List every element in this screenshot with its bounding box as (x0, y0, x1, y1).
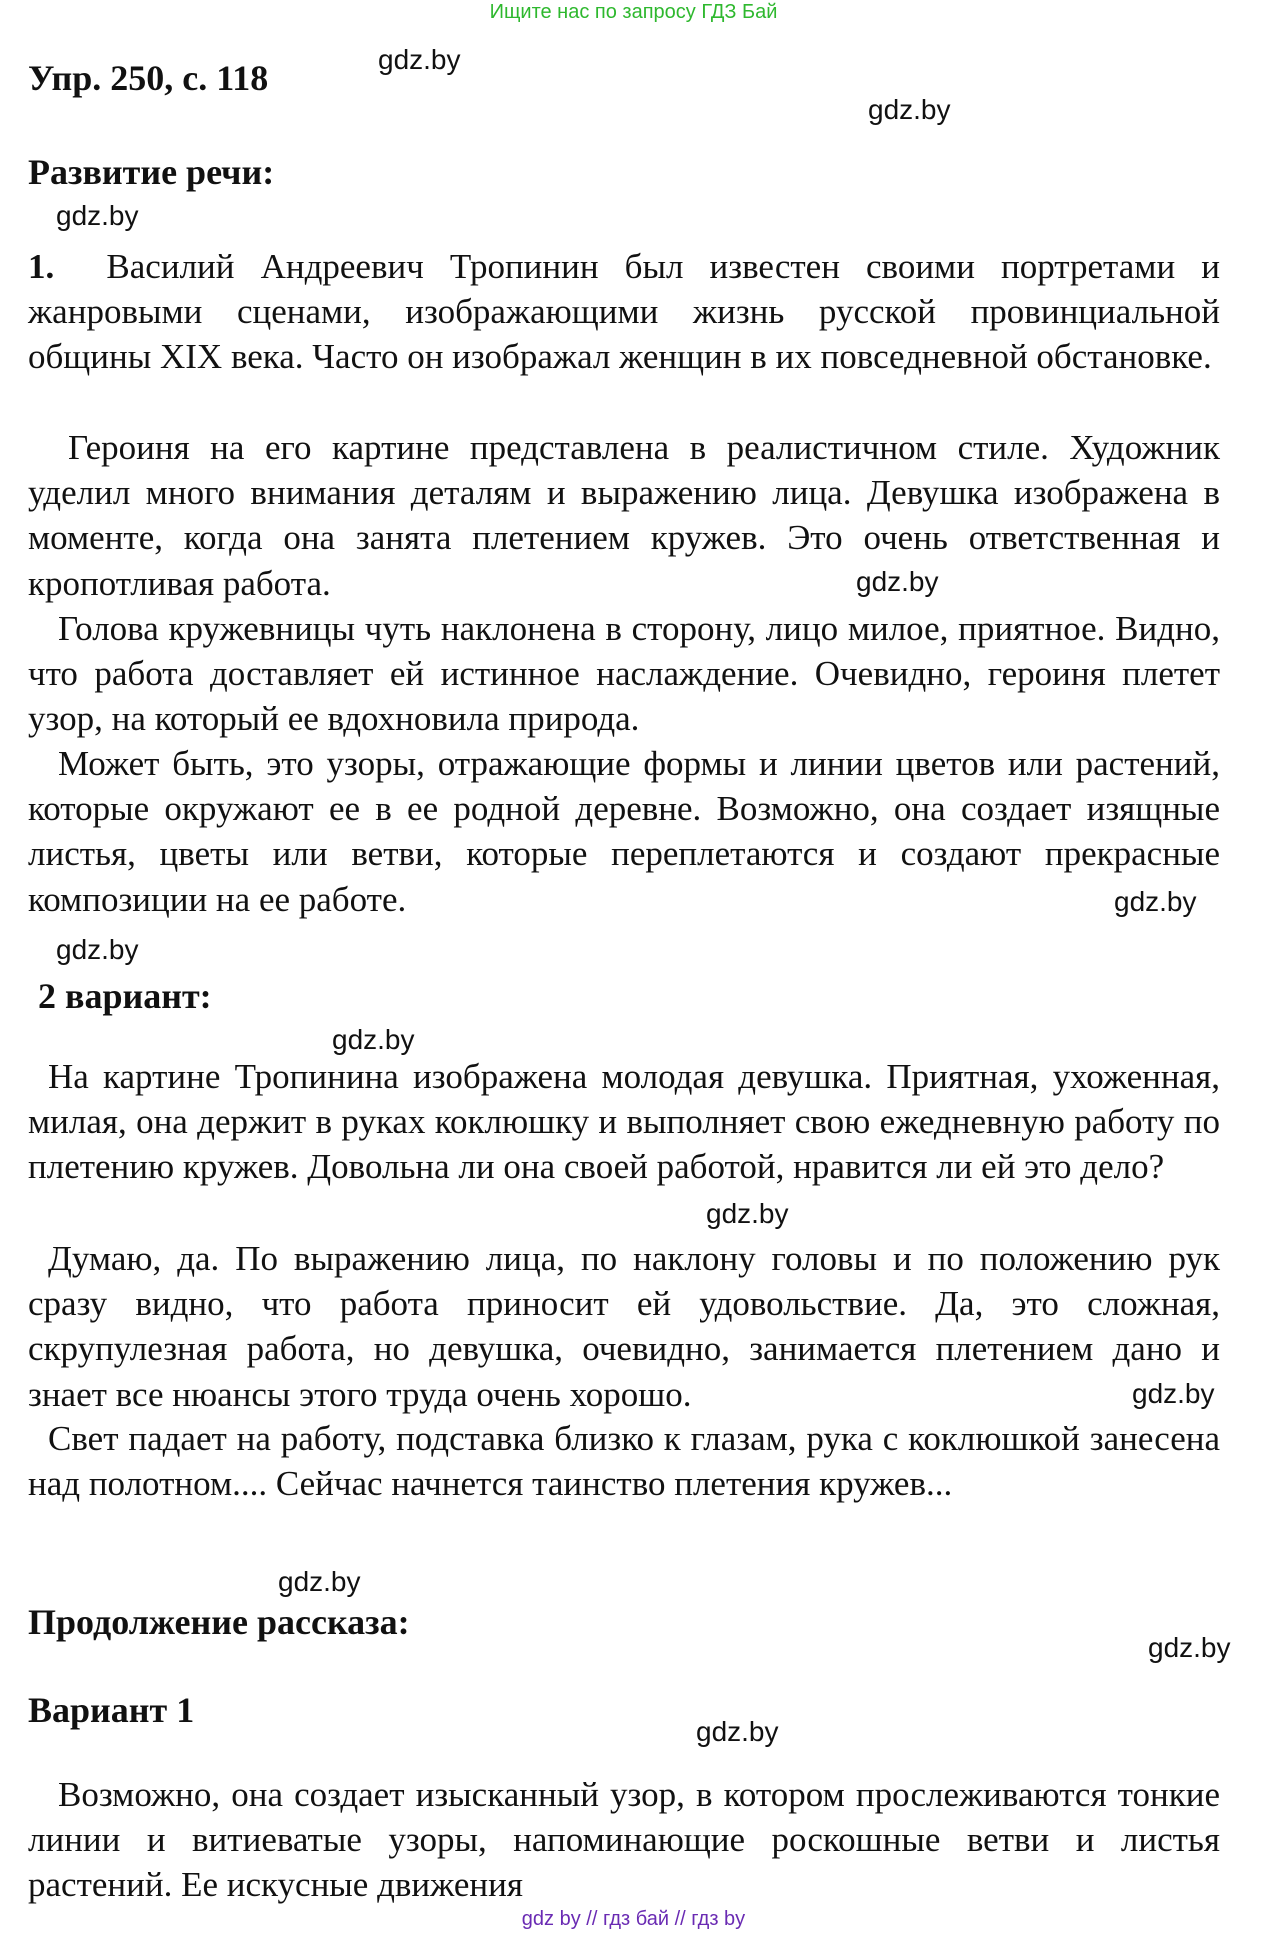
paragraph-4: Может быть, это узоры, отражающие формы и линии цветов или растений, которые окружают ее в ее родной деревне. Возможно, она создает изящные листья, цветы или ветви, которые переплетаются и создают прекрасные композиции на ее работе. (28, 744, 1220, 919)
top-ad-banner[interactable]: Ищите нас по запросу ГДЗ Бай (489, 1, 778, 23)
section-heading-variant-1: Вариант 1 (28, 1690, 195, 1730)
watermark: gdz.by (332, 1024, 415, 1055)
paragraph-3: Голова кружевницы чуть наклонена в сторону, лицо милое, приятное. Видно, что работа доставляет ей истинное наслаждение. Очевидно, героиня плетет узор, на который ее вдохновила природа. (28, 609, 1220, 739)
watermark: gdz.by (378, 44, 461, 75)
paragraph-5: На картине Тропинина изображена молодая девушка. Приятная, ухоженная, милая, она держит в руках коклюшку и выполняет свою ежедневную работу по плетению кружев. Довольна ли она своей работой, нравится ли ей это дело? (28, 1057, 1220, 1187)
watermark: gdz.by (696, 1716, 779, 1747)
paragraph-2: Героиня на его картине представлена в реалистичном стиле. Художник уделил много внимания деталям и выражению лица. Девушка изображена в моменте, когда она занята плетением кружев. Это очень ответственная и кропотливая работа. (28, 428, 1220, 603)
section-heading-speech: Развитие речи: (28, 152, 275, 192)
watermark: gdz.by (706, 1198, 789, 1229)
watermark: gdz.by (1132, 1378, 1215, 1409)
paragraph-8: Возможно, она создает изысканный узор, в котором прослеживаются тонкие линии и витиеватые узоры, напоминающие роскошные ветви и листья растений. Ее искусные движения (28, 1775, 1220, 1905)
watermark: gdz.by (856, 566, 939, 597)
watermark: gdz.by (56, 200, 139, 231)
section-heading-continuation: Продолжение рассказа: (28, 1602, 410, 1642)
paragraph-6: Думаю, да. По выражению лица, по наклону головы и по положению рук сразу видно, что работа приносит ей удовольствие. Да, это сложная, скрупулезная работа, но девушка, очевидно, занимается плетением дано и знает все нюансы этого труда очень хорошо. (28, 1239, 1220, 1414)
exercise-title: Упр. 250, с. 118 (28, 58, 269, 98)
section-heading-variant-2: 2 вариант: (38, 976, 212, 1016)
watermark: gdz.by (56, 934, 139, 965)
watermark: gdz.by (278, 1566, 361, 1597)
watermark: gdz.by (1148, 1632, 1231, 1663)
paragraph-1 (28, 244, 1220, 380)
watermark: gdz.by (868, 94, 951, 125)
paragraph-1-text: Василий Андреевич Тропинин был известен своими портретами и жанровыми сценами, изображающими жизнь русской провинциальной общины XIX века. Часто он изображал женщин в их повседневной обстановке. (28, 247, 1220, 377)
footer-links[interactable]: gdz by // гдз бай // гдз by (521, 1908, 746, 1930)
paragraph-7: Свет падает на работу, подставка близко к глазам, рука с коклюшкой занесена над полотном.... Сейчас начнется таинство плетения кружев... (28, 1419, 1220, 1504)
watermark: gdz.by (1114, 886, 1197, 917)
paragraph-number: 1. (28, 247, 55, 286)
